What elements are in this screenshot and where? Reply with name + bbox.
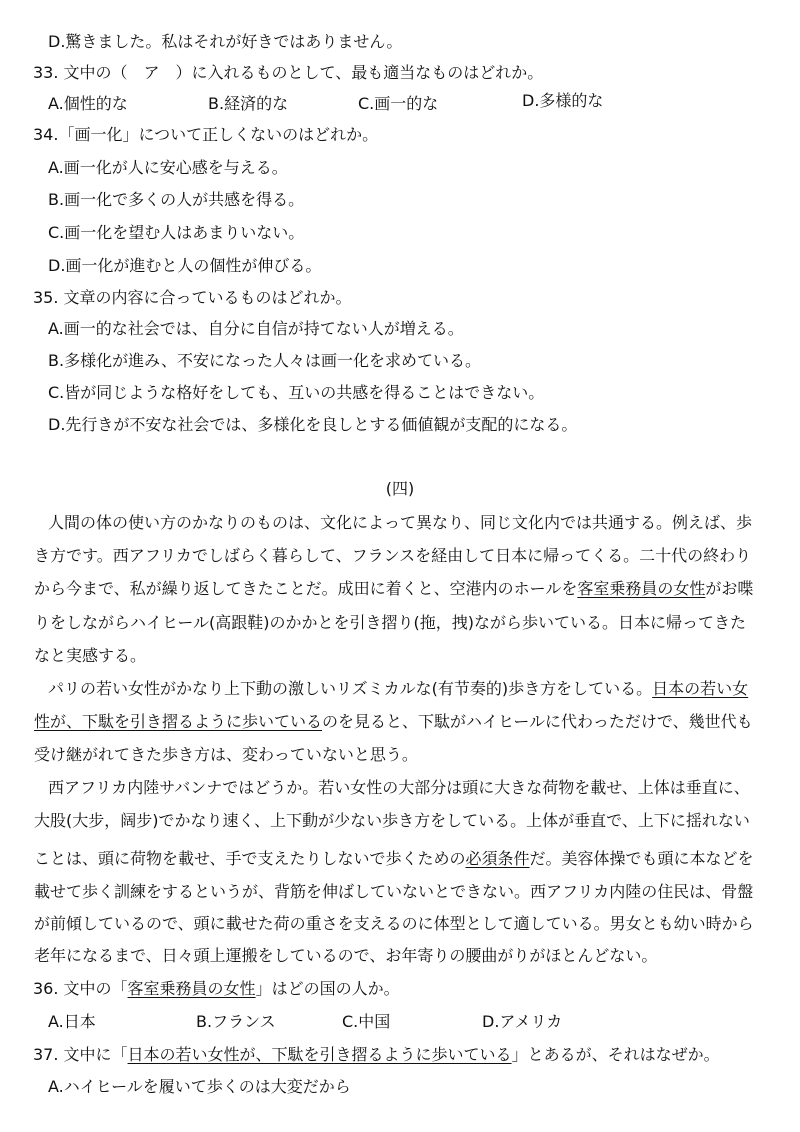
passage-text: がお喋 [705,579,754,598]
question-37-stem [33,1044,720,1066]
underlined-phrase-requirement: 必須条件 [465,849,530,868]
question-36-option-b: B.フランス [196,1012,276,1031]
passage-text: パリの若い女性がかなり上下動の激しいリズミカルな(有节奏的)歩き方をしている。 [48,679,653,698]
passage-p1-line3 [34,578,753,600]
question-36-stem [33,978,400,1000]
question-34-stem: 34.「画一化」について正しくないのはどれか。 [33,125,379,144]
passage-text: だ。美容体操でも頭に本などを [529,849,754,868]
question-33-option-d: D.多様的な [522,91,604,110]
underlined-phrase-young-women: 日本の若い女 [652,679,749,698]
question-35-option-d: D.先行きが不安な社会では、多様化を良しとする価値観が支配的になる。 [48,415,578,434]
passage-p3-line1: 西アフリカ内陸サバンナではどうか。若い女性の大部分は頭に大きな荷物を載せ、上体は垂直に、 [48,778,750,797]
question-36-option-d: D.アメリカ [482,1012,563,1031]
underlined-phrase-young-women: 日本の若い女性が、下駄を引き摺るように歩いている [127,1045,512,1064]
question-34-option-d: D.画一化が進むと人の個性が伸びる。 [48,256,322,275]
passage-p3-line4: 載せて歩く訓練をするというが、背筋を伸ばしていないとできない。西アフリカ内陸の住民は、骨盤 [34,882,754,901]
stem-text: 37. 文中に「 [33,1045,128,1064]
question-35-option-a: A.画一的な社会では、自分に自信が持てない人が増える。 [48,319,464,338]
passage-p1-line1: 人間の体の使い方のかなりのものは、文化によって異なり、同じ文化内では共通する。例えば、歩 [48,513,753,532]
passage-p2-line1 [48,678,748,700]
passage-p2-line3: 受け継がれてきた歩き方は、変わっていないと思う。 [34,745,418,764]
question-35-option-c: C.皆が同じような格好をしても、互いの共感を得ることはできない。 [48,383,545,402]
passage-p3-line3 [34,848,754,870]
question-36-option-a: A.日本 [48,1012,96,1031]
question-37-option-a: A.ハイヒールを履いて歩くのは大変だから [48,1077,351,1096]
question-33-option-c: C.画一的な [358,94,439,113]
passage-p2-line2 [34,711,753,733]
question-33-stem: 33. 文中の（ ア ）に入れるものとして、最も適当なものはどれか。 [33,63,544,82]
passage-p3-line2: 大股(大步，阔步)でかなり速く、上下動が少ない歩き方をしている。上体が垂直で、上下に揺れない [34,811,750,830]
passage-p1-line2: き方です。西アフリカでしばらく暮らして、フランスを経由して日本に帰ってくる。二十代の終わり [34,546,752,565]
question-35-option-b: B.多様化が進み、不安になった人々は画一化を求めている。 [48,351,482,370]
underlined-phrase-young-women-cont: 性が、下駄を引き摺るように歩いている [34,712,323,731]
passage-p1-line4: りをしながらハイヒール(高跟鞋)のかかとを引き摺り(拖，拽)ながら歩いている。日本に帰ってきた [34,613,747,632]
question-34-option-c: C.画一化を望む人はあまりいない。 [48,223,305,242]
passage-p3-line5: が前傾しているので、頭に載せた荷の重さを支えるのに体型として適している。男女とも幼い時から [34,914,754,933]
question-34-option-a: A.画一化が人に安心感を与える。 [48,158,288,177]
underlined-phrase-cabin-attendant: 客室乗務員の女性 [127,979,256,998]
passage-text: ことは、頭に荷物を載せ、手で支えたりしないで歩くための [34,849,466,868]
passage-p1-line5: なと実感する。 [34,646,147,665]
section-title: (四) [385,479,415,498]
prev-question-option-d: D.驚きました。私はそれが好きではありません。 [48,32,403,51]
passage-text: から今まで、私が繰り返してきたことだ。成田に着くと、空港内のホールを [34,579,578,598]
passage-text: のを見ると、下駄がハイヒールに代わっただけで、幾世代も [322,712,753,731]
question-34-option-b: B.画一化で多くの人が共感を得る。 [48,190,305,209]
question-33-option-b: B.経済的な [208,94,289,113]
question-35-stem: 35. 文章の内容に合っているものはどれか。 [33,288,352,307]
underlined-phrase-cabin-attendant: 客室乗務員の女性 [577,579,706,598]
stem-text: 」はどの国の人か。 [255,979,400,998]
stem-text: 」とあるが、それはなぜか。 [511,1045,720,1064]
passage-p3-line6: 老年になるまで、日々頭上運搬をしているので、お年寄りの腰曲がりがほとんどない。 [34,946,658,965]
stem-text: 36. 文中の「 [33,979,128,998]
question-36-option-c: C.中国 [342,1012,391,1031]
question-33-option-a: A.個性的な [48,94,128,113]
